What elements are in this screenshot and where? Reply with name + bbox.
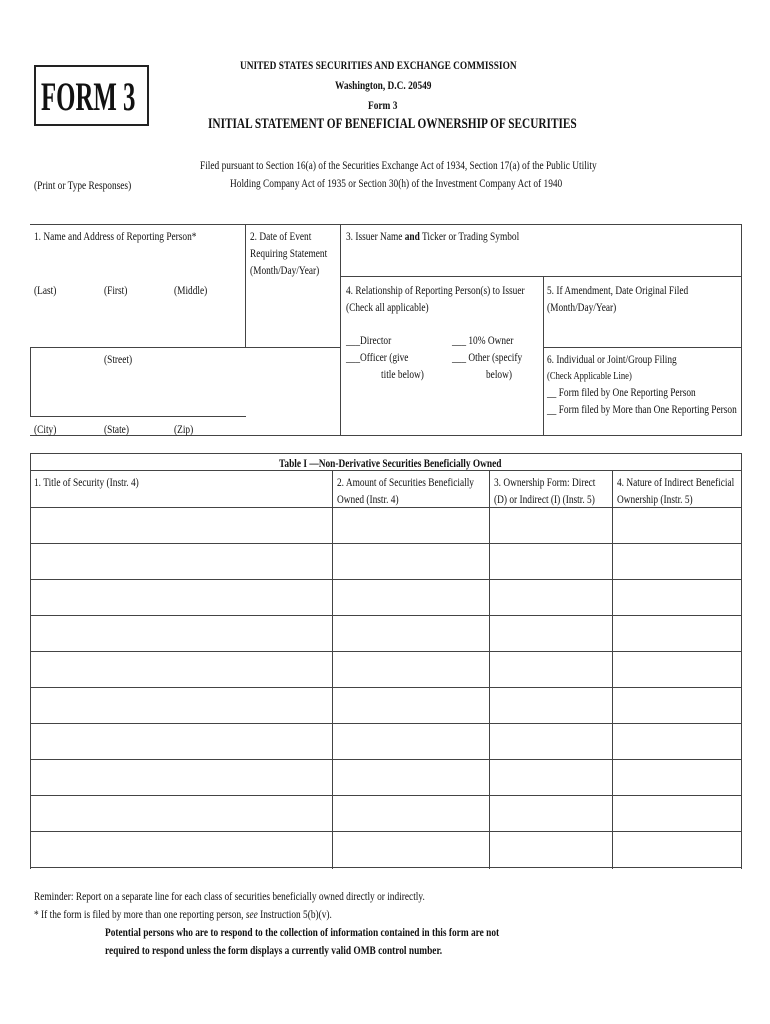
other-checkbox[interactable]: ___ Other (specify <box>452 350 523 364</box>
name-address-label: 1. Name and Address of Reporting Person* <box>34 229 197 243</box>
director-checkbox[interactable]: ___Director <box>346 333 392 347</box>
officer-checkbox[interactable]: ___Officer (give <box>346 350 409 364</box>
form-subtitle: Form 3 <box>368 98 398 112</box>
table-row-divider <box>30 651 742 652</box>
table-row-divider <box>30 615 742 616</box>
date-of-event-label: 2. Date of Event <box>250 229 312 243</box>
col-header-amount: 2. Amount of Securities Beneficially <box>337 475 474 489</box>
table-row-divider <box>30 723 742 724</box>
filed-pursuant-line-1: Filed pursuant to Section 16(a) of the Securities Exchange Act of 1934, Section 17(a) of the Public Utility <box>200 158 597 172</box>
table-row-divider <box>30 687 742 688</box>
col-header-title-of-security: 1. Title of Security (Instr. 4) <box>34 475 139 489</box>
form-number-label: FORM 3 <box>41 74 136 119</box>
print-note: (Print or Type Responses) <box>34 178 132 192</box>
form-number-box <box>34 65 149 126</box>
agency-city: Washington, D.C. 20549 <box>335 78 432 92</box>
col-header-nature-2: Ownership (Instr. 5) <box>617 492 693 506</box>
table-row-divider <box>30 759 742 760</box>
filing-type-sublabel: (Check Applicable Line) <box>547 370 632 382</box>
middle-name-label: (Middle) <box>174 283 208 297</box>
table-row-divider <box>30 795 742 796</box>
multiple-filers-note: * If the form is filed by more than one reporting person, see Instruction 5(b)(v). <box>34 907 332 921</box>
col-header-ownership-form-2: (D) or Indirect (I) (Instr. 5) <box>494 492 595 506</box>
reminder-text: Reminder: Report on a separate line for each class of securities beneficially owned directly or indirectly. <box>34 889 425 903</box>
omb-notice-line-1: Potential persons who are to respond to the collection of information contained in this form are not <box>105 925 500 939</box>
table-row-divider <box>30 543 742 544</box>
page-title: INITIAL STATEMENT OF BENEFICIAL OWNERSHIP OF SECURITIES <box>208 116 577 132</box>
zip-label: (Zip) <box>174 422 194 436</box>
date-of-event-label-2: Requiring Statement <box>250 246 328 260</box>
filed-pursuant-line-2: Holding Company Act of 1935 or Section 30(h) of the Investment Company Act of 1940 <box>230 176 563 190</box>
city-label: (City) <box>34 422 57 436</box>
filing-type-label: 6. Individual or Joint/Group Filing <box>547 352 677 366</box>
col-header-amount-2: Owned (Instr. 4) <box>337 492 399 506</box>
agency-name: UNITED STATES SECURITIES AND EXCHANGE COMMISSION <box>240 58 517 72</box>
state-label: (State) <box>104 422 129 436</box>
table-row-divider <box>30 831 742 832</box>
street-label: (Street) <box>104 352 133 366</box>
officer-title-note: title below) <box>381 367 424 381</box>
ten-percent-owner-checkbox[interactable]: ___ 10% Owner <box>452 333 514 347</box>
amendment-sublabel: (Month/Day/Year) <box>547 300 617 314</box>
relationship-sublabel: (Check all applicable) <box>346 300 429 314</box>
multiple-persons-filing-option[interactable]: __ Form filed by More than One Reporting Person <box>547 402 737 416</box>
table-title: Table I —Non-Derivative Securities Beneficially Owned <box>279 456 502 470</box>
omb-notice-line-2: required to respond unless the form displays a currently valid OMB control number. <box>105 943 443 957</box>
table-bottom-border <box>30 867 742 868</box>
date-of-event-label-3: (Month/Day/Year) <box>250 263 320 277</box>
amendment-label: 5. If Amendment, Date Original Filed <box>547 283 689 297</box>
table-row-divider <box>30 507 742 508</box>
one-person-filing-option[interactable]: __ Form filed by One Reporting Person <box>547 385 696 399</box>
table-row-divider <box>30 579 742 580</box>
other-specify-note: below) <box>486 367 512 381</box>
relationship-label: 4. Relationship of Reporting Person(s) to Issuer <box>346 283 525 297</box>
col-header-nature: 4. Nature of Indirect Beneficial <box>617 475 735 489</box>
col-header-ownership-form: 3. Ownership Form: Direct <box>494 475 596 489</box>
issuer-name-label: 3. Issuer Name and Ticker or Trading Symbol <box>346 229 520 243</box>
first-name-label: (First) <box>104 283 128 297</box>
last-name-label: (Last) <box>34 283 57 297</box>
